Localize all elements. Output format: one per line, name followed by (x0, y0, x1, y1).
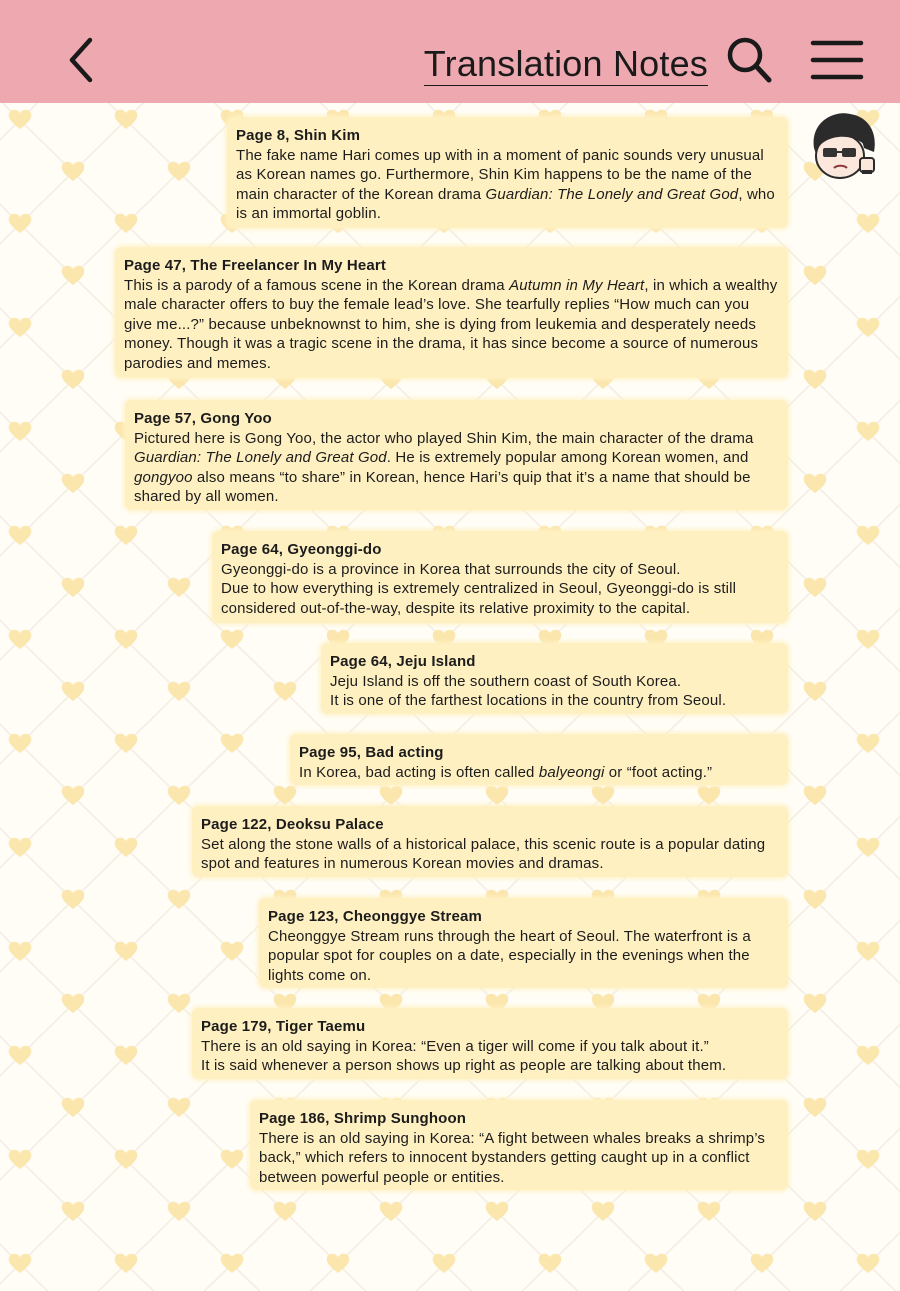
note-gyeonggi-do (212, 531, 788, 623)
note-title: Page 122, Deoksu Palace (201, 816, 384, 833)
note-title: Page 47, The Freelancer In My Heart (124, 257, 387, 274)
note-body: Set along the stone walls of a historical palace, this scenic route is a popular dating spot and features in numerous Korean movies and dramas. (201, 835, 766, 872)
note-title: Page 179, Tiger Taemu (201, 1018, 366, 1035)
note-cheonggye-stream (259, 898, 788, 988)
top-bar (0, 0, 900, 103)
chevron-left-icon (58, 30, 104, 90)
note-title: Page 64, Gyeonggi-do (221, 541, 382, 558)
note-body: In Korea, bad acting is often called balyeongi or “foot acting.” (299, 763, 713, 781)
note-title: Page 95, Bad acting (299, 744, 444, 761)
note-shrimp-sunghoon (250, 1100, 788, 1190)
back-button[interactable] (58, 30, 104, 90)
note-deoksu-palace (192, 806, 788, 877)
note-body: There is an old saying in Korea: “Even a tiger will come if you talk about it.” It is said whenever a person shows up right as people are talking about them. (201, 1037, 727, 1074)
note-title: Page 57, Gong Yoo (134, 410, 272, 427)
menu-button[interactable] (808, 36, 866, 84)
note-jeju-island (321, 643, 788, 714)
note-body: The fake name Hari comes up with in a moment of panic sounds very unusual as Korean names go. Furthermore, Shin Kim happens to be the name of the main character of the Korean drama Guardian: The Lonely and Great God, who is an immortal goblin. (236, 146, 775, 222)
note-body: Jeju Island is off the southern coast of South Korea. It is one of the farthest locations in the country from Seoul. (330, 672, 727, 709)
note-title: Page 8, Shin Kim (236, 127, 361, 144)
character-avatar (804, 108, 880, 188)
note-body: This is a parody of a famous scene in the Korean drama Autumn in My Heart, in which a wealthy male character offers to buy the female lead’s love. She tearfully replies “How much can you give me...?” because unbeknownst to him, she is dying from leukemia and desperately needs money. Though it was a tragic scene in the drama, it has since become a source of numerous parodies and memes. (124, 276, 778, 372)
note-gong-yoo (125, 400, 788, 510)
note-tiger-taemu (192, 1008, 788, 1079)
note-title: Page 186, Shrimp Sunghoon (259, 1110, 467, 1127)
note-body: Gyeonggi-do is a province in Korea that surrounds the city of Seoul. Due to how everything is extremely centralized in Seoul, Gyeonggi-do is still considered out-of-the-way, despite its relative proximity to the capital. (221, 560, 737, 617)
note-title: Page 64, Jeju Island (330, 653, 476, 670)
note-body: Cheonggye Stream runs through the heart of Seoul. The waterfront is a popular spot for couples on a date, especially in the evenings when the lights come on. (268, 927, 751, 984)
note-body: Pictured here is Gong Yoo, the actor who played Shin Kim, the main character of the drama Guardian: The Lonely and Great God. He is extremely popular among Korean women, and gongyoo also means “to share” in Korean, hence Hari’s quip that it’s a name that should be shared by all women. (134, 429, 754, 505)
note-title: Page 123, Cheonggye Stream (268, 908, 482, 925)
search-icon (724, 35, 776, 87)
search-button[interactable] (724, 35, 776, 87)
page-title: Translation Notes (423, 43, 708, 84)
note-bad-acting (290, 734, 788, 785)
note-body: There is an old saying in Korea: “A fight between whales breaks a shrimp’s back,” which refers to innocent bystanders getting caught up in a conflict between powerful people or entities. (259, 1129, 766, 1186)
hamburger-menu-icon (808, 36, 866, 84)
note-freelancer-in-my-heart (115, 247, 788, 378)
note-shin-kim (227, 117, 788, 228)
